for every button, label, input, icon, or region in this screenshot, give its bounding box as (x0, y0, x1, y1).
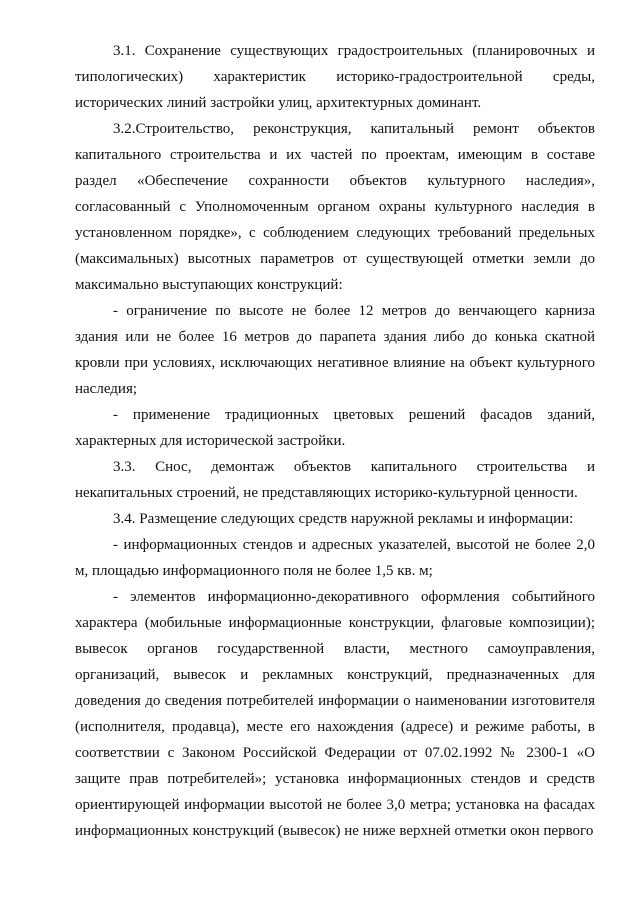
paragraph-3-4: 3.4. Размещение следующих средств наружной рекламы и информации: (113, 511, 574, 527)
document-page (75, 38, 595, 844)
paragraph-3-1: 3.1. Сохранение существующих градостроительных (планировочных и типологических) характеристик историко-градостроительной среды, исторических линий застройки улиц, архитектурных доминант. (75, 43, 595, 111)
paragraph-3-3: 3.3. Снос, демонтаж объектов капитального строительства и некапитальных строений, не представляющих историко-культурной ценности. (75, 459, 595, 501)
paragraph-color-solutions: - применение традиционных цветовых решений фасадов зданий, характерных для исторической застройки. (75, 407, 595, 449)
paragraph-3-2: 3.2.Строительство, реконструкция, капитальный ремонт объектов капитального строительства и их частей по проектам, имеющим в составе раздел «Обеспечение сохранности объектов культурного наследия», согласованный с Уполномоченным органом охраны культурного наследия в установленном порядке», с соблюдением следующих требований предельных (максимальных) высотных параметров от существующей отметки земли до максимально выступающих конструкций: (75, 121, 595, 293)
paragraph-decorative-elements: - элементов информационно-декоративного оформления событийного характера (мобильные информационные конструкции, флаговые композиции); вывесок органов государственной власти, местного самоуправления, организаций, вывесок и рекламных конструкций, предназначенных для доведения до сведения потребителей информации о наименовании изготовителя (исполнителя, продавца), месте его нахождения (адресе) и режиме работы, в соответствии с Законом Российской Федерации от 07.02.1992 № 2300-1 «О защите прав потребителей»; установка информационных стендов и средств ориентирующей информации высотой не более 3,0 метра; установка на фасадах информационных конструкций (вывесок) не ниже верхней отметки окон первого (75, 589, 595, 839)
paragraph-height-limit: - ограничение по высоте не более 12 метров до венчающего карниза здания или не более 16 метров до парапета здания либо до конька скатной кровли при условиях, исключающих негативное влияние на объект культурного наследия; (75, 303, 595, 397)
paragraph-info-stands: - информационных стендов и адресных указателей, высотой не более 2,0 м, площадью информационного поля не более 1,5 кв. м; (75, 537, 595, 579)
